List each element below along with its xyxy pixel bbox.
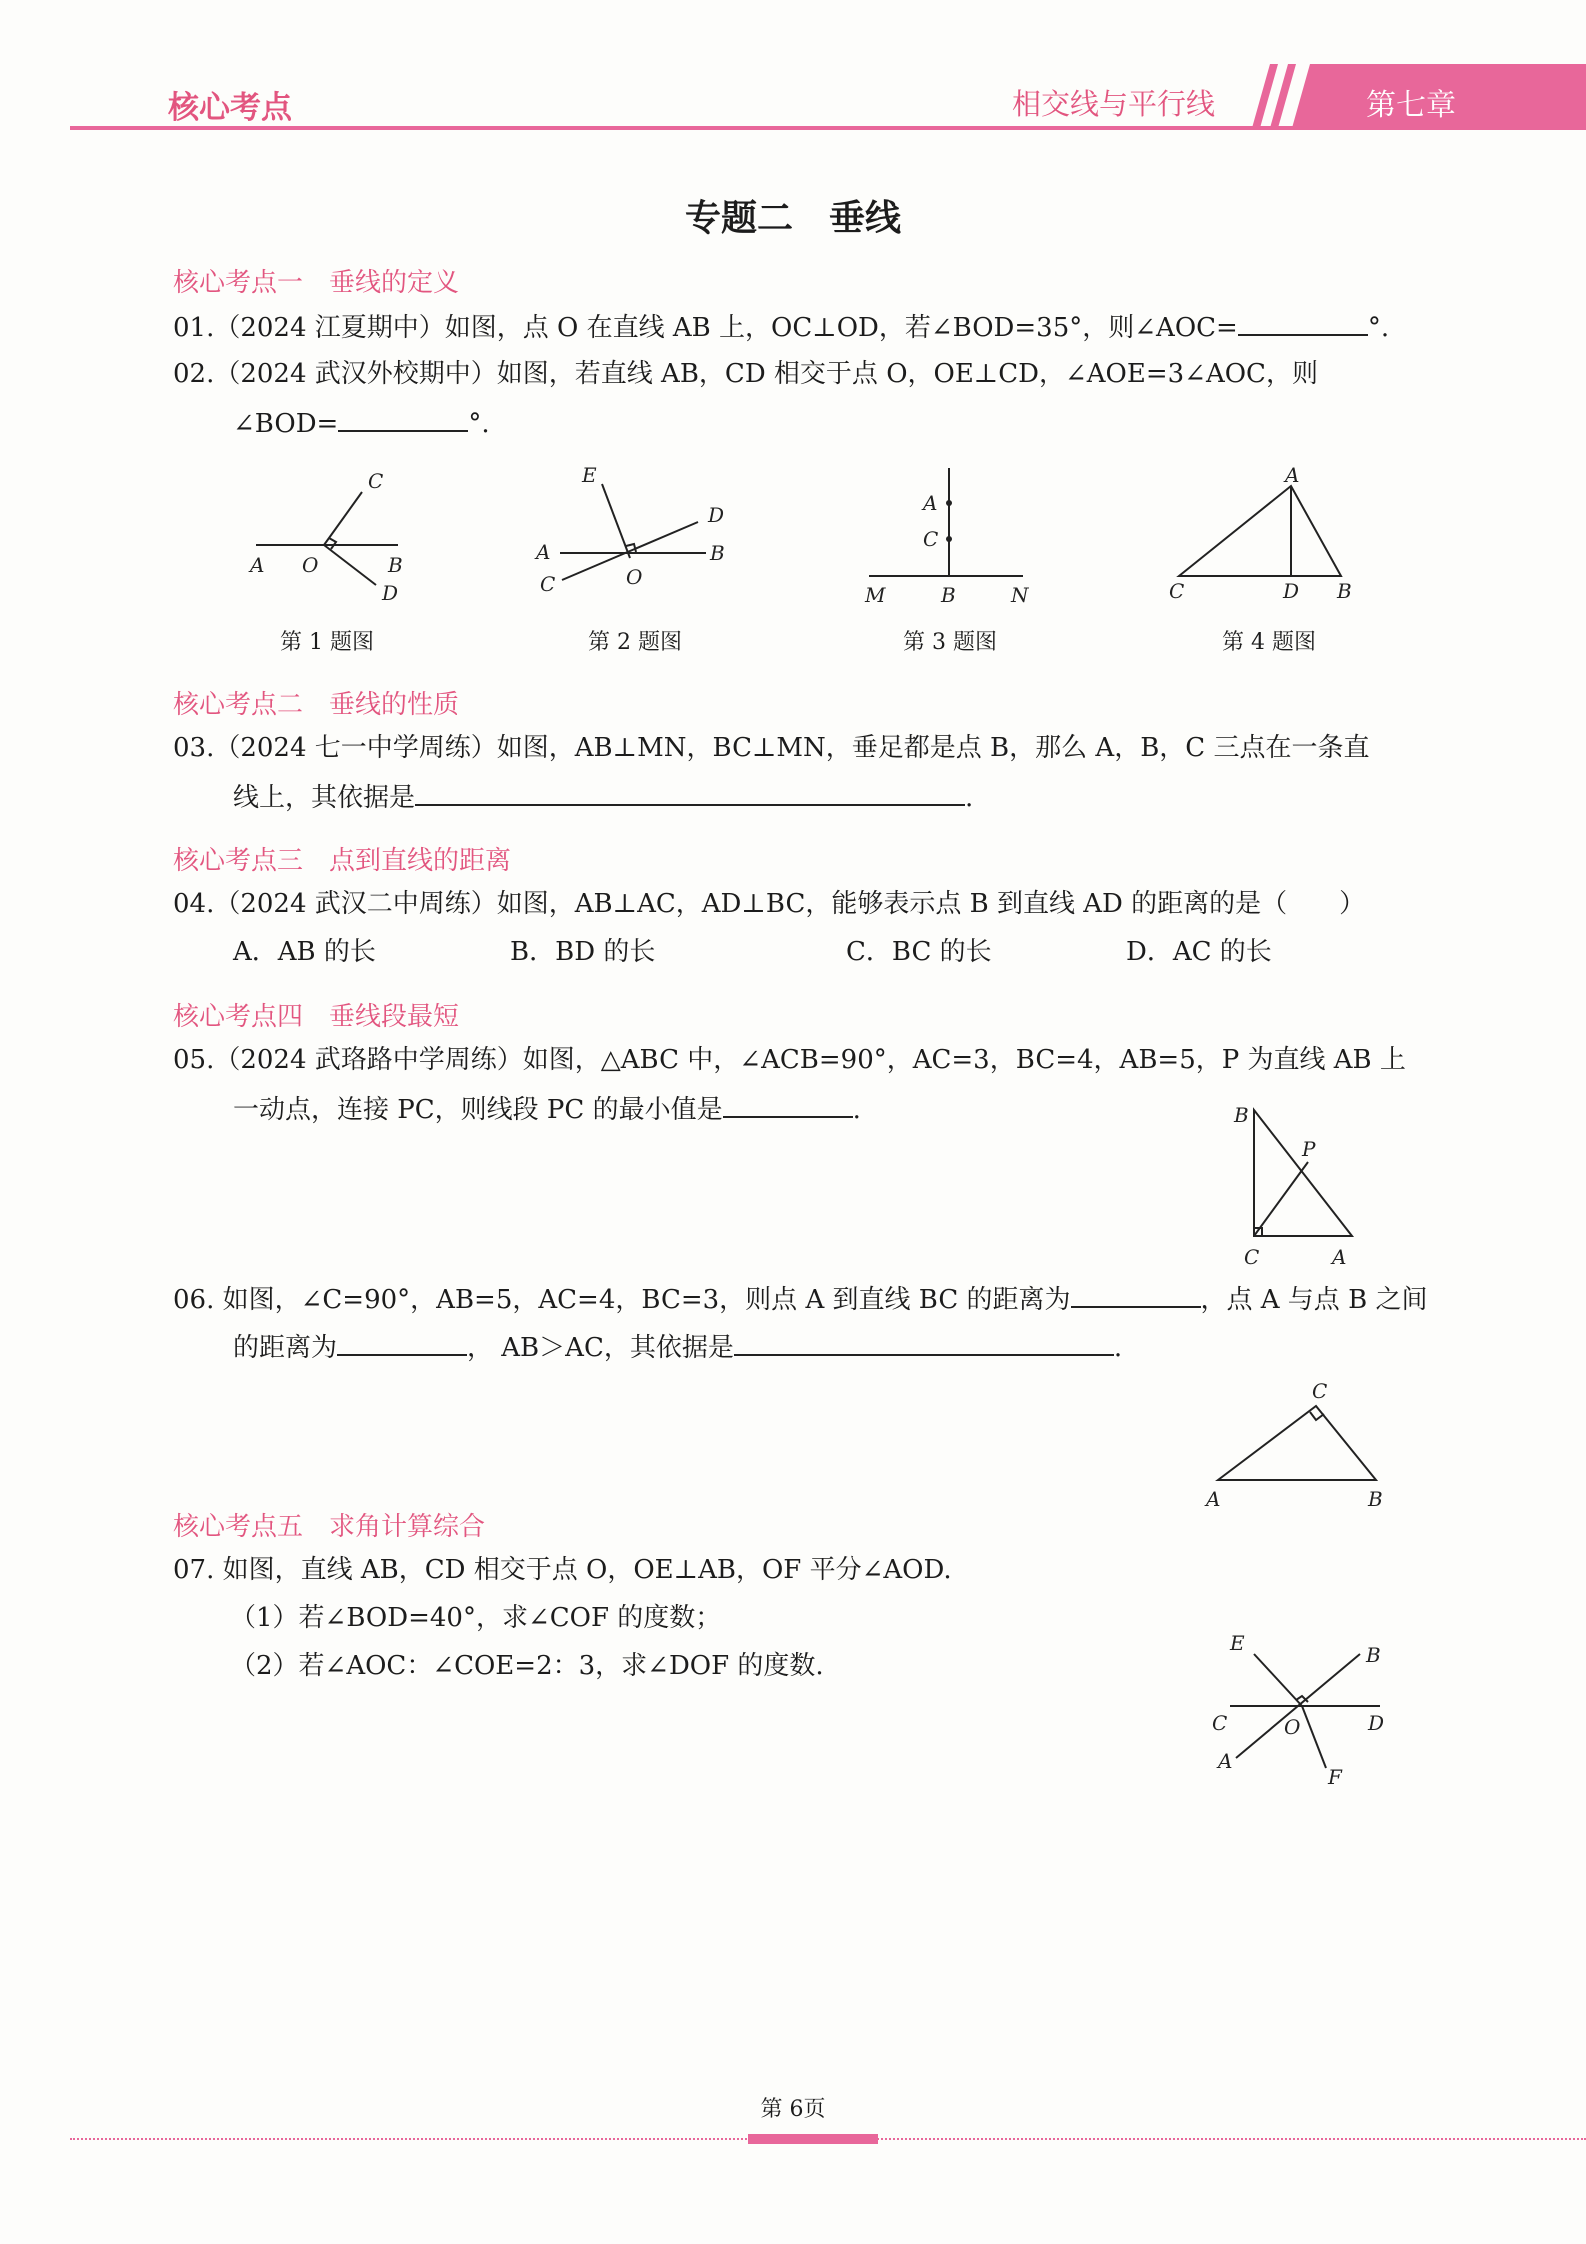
label-C: C bbox=[923, 527, 939, 551]
label-O: O bbox=[1284, 1715, 1301, 1739]
figure-1 bbox=[240, 460, 420, 610]
section-heading-3: 核心考点三 点到直线的距离 bbox=[173, 846, 512, 876]
question-6-line2 bbox=[233, 1328, 1122, 1366]
label-A: A bbox=[1218, 1749, 1233, 1773]
figure-5 bbox=[1220, 1090, 1370, 1280]
question-5-tail: . bbox=[852, 1095, 861, 1125]
figure-7 bbox=[1200, 1626, 1400, 1796]
answer-blank bbox=[415, 778, 965, 806]
question-1 bbox=[173, 308, 1389, 346]
header-chapter-title: 相交线与平行线 bbox=[1012, 87, 1216, 121]
label-P: P bbox=[1302, 1137, 1316, 1161]
label-C: C bbox=[1312, 1379, 1328, 1403]
label-B: B bbox=[1366, 1643, 1381, 1667]
section-heading-2: 核心考点二 垂线的性质 bbox=[173, 690, 460, 720]
answer-blank bbox=[734, 1328, 1114, 1356]
label-A: A bbox=[1332, 1245, 1347, 1269]
figure-6 bbox=[1200, 1372, 1400, 1512]
question-2-line1: 02.（2024 武汉外校期中）如图，若直线 AB，CD 相交于点 O，OE⊥CD，∠AOE=3∠AOC，则 bbox=[173, 359, 1318, 389]
question-5-line2 bbox=[233, 1090, 861, 1128]
figure-2 bbox=[530, 460, 740, 600]
question-3-line2-text: 线上，其依据是 bbox=[233, 783, 416, 813]
label-B: B bbox=[1368, 1487, 1383, 1511]
figure-4-caption: 第 4 题图 bbox=[1222, 630, 1316, 655]
page-number: 第 6页 bbox=[760, 2097, 826, 2122]
answer-blank bbox=[337, 1328, 467, 1356]
question-7-line1: 07. 如图，直线 AB，CD 相交于点 O，OE⊥AB，OF 平分∠AOD. bbox=[173, 1555, 952, 1585]
figure-4 bbox=[1165, 460, 1375, 610]
label-D: D bbox=[708, 503, 725, 527]
label-C: C bbox=[1244, 1245, 1260, 1269]
label-A: A bbox=[1206, 1487, 1221, 1511]
footer-accent-bar bbox=[748, 2134, 878, 2144]
label-A: A bbox=[1285, 463, 1300, 487]
label-D: D bbox=[1368, 1711, 1385, 1735]
question-4-option-a: A．AB 的长 bbox=[233, 937, 376, 967]
figure-1-caption: 第 1 题图 bbox=[280, 630, 374, 655]
header-section-label: 核心考点 bbox=[168, 90, 292, 126]
question-1-text: 01.（2024 江夏期中）如图，点 O 在直线 AB 上，OC⊥OD，若∠BOD=35°，则∠AOC= bbox=[173, 313, 1238, 343]
question-3-line1: 03.（2024 七一中学周练）如图，AB⊥MN，BC⊥MN，垂足都是点 B，那么 A，B，C 三点在一条直 bbox=[173, 733, 1370, 763]
label-D: D bbox=[382, 581, 399, 605]
answer-blank bbox=[723, 1090, 853, 1118]
label-M: M bbox=[865, 583, 886, 607]
answer-blank bbox=[1071, 1280, 1201, 1308]
label-B: B bbox=[941, 583, 956, 607]
label-C: C bbox=[540, 572, 556, 596]
section-heading-1: 核心考点一 垂线的定义 bbox=[173, 268, 460, 298]
section-heading-5: 核心考点五 求角计算综合 bbox=[173, 1512, 486, 1542]
question-6-tail: . bbox=[1113, 1333, 1123, 1363]
question-5-line2-text: 一动点，连接 PC，则线段 PC 的最小值是 bbox=[233, 1095, 723, 1125]
answer-blank bbox=[338, 404, 468, 432]
question-3-tail: . bbox=[965, 783, 974, 813]
question-6-text-b: ，点 A 与点 B 之间 bbox=[1200, 1285, 1428, 1315]
label-C: C bbox=[1169, 579, 1185, 603]
label-E: E bbox=[1230, 1631, 1245, 1655]
label-A: A bbox=[923, 491, 938, 515]
question-3-line2 bbox=[233, 778, 973, 816]
label-A: A bbox=[250, 553, 265, 577]
label-C: C bbox=[368, 469, 384, 493]
question-4: 04.（2024 武汉二中周练）如图，AB⊥AC，AD⊥BC，能够表示点 B 到直线 AD 的距离的是（ ） bbox=[173, 889, 1366, 919]
question-7-sub1: （1）若∠BOD=40°，求∠COF 的度数； bbox=[230, 1603, 722, 1633]
label-A: A bbox=[536, 540, 551, 564]
figure-2-caption: 第 2 题图 bbox=[588, 630, 682, 655]
header-divider bbox=[70, 126, 1586, 130]
question-4-option-c: C．BC 的长 bbox=[846, 937, 992, 967]
question-2-line2 bbox=[233, 404, 490, 442]
label-B: B bbox=[388, 553, 403, 577]
question-6-line1 bbox=[173, 1280, 1427, 1318]
question-6-text-c: 的距离为 bbox=[233, 1333, 338, 1363]
page-title: 专题二 垂线 bbox=[684, 197, 901, 239]
label-F: F bbox=[1328, 1765, 1342, 1789]
label-O: O bbox=[302, 553, 319, 577]
question-2-tail: °. bbox=[468, 409, 490, 439]
section-heading-4: 核心考点四 垂线段最短 bbox=[173, 1002, 460, 1032]
question-2-line2-text: ∠BOD= bbox=[233, 409, 339, 439]
label-N: N bbox=[1011, 583, 1029, 607]
question-4-option-d: D．AC 的长 bbox=[1126, 937, 1272, 967]
question-1-tail: °. bbox=[1367, 313, 1390, 343]
label-B: B bbox=[710, 541, 725, 565]
label-B: B bbox=[1337, 579, 1352, 603]
answer-blank bbox=[1238, 308, 1368, 336]
label-O: O bbox=[626, 565, 643, 589]
label-E: E bbox=[582, 463, 597, 487]
figure-3-caption: 第 3 题图 bbox=[903, 630, 997, 655]
question-4-option-b: B．BD 的长 bbox=[510, 937, 656, 967]
label-B: B bbox=[1234, 1103, 1249, 1127]
question-6-text-d: ， AB＞AC，其依据是 bbox=[467, 1333, 734, 1363]
question-6-text-a: 06. 如图，∠C=90°，AB=5，AC=4，BC=3，则点 A 到直线 BC 的距离为 bbox=[173, 1285, 1071, 1315]
question-7-sub2: （2）若∠AOC：∠COE=2：3，求∠DOF 的度数. bbox=[230, 1651, 824, 1681]
label-C: C bbox=[1212, 1711, 1228, 1735]
header-chapter: 第七章 bbox=[1366, 88, 1456, 123]
figure-3 bbox=[855, 460, 1055, 610]
label-D: D bbox=[1283, 579, 1300, 603]
question-5-line1: 05.（2024 武珞路中学周练）如图，△ABC 中，∠ACB=90°，AC=3，BC=4，AB=5，P 为直线 AB 上 bbox=[173, 1045, 1406, 1075]
